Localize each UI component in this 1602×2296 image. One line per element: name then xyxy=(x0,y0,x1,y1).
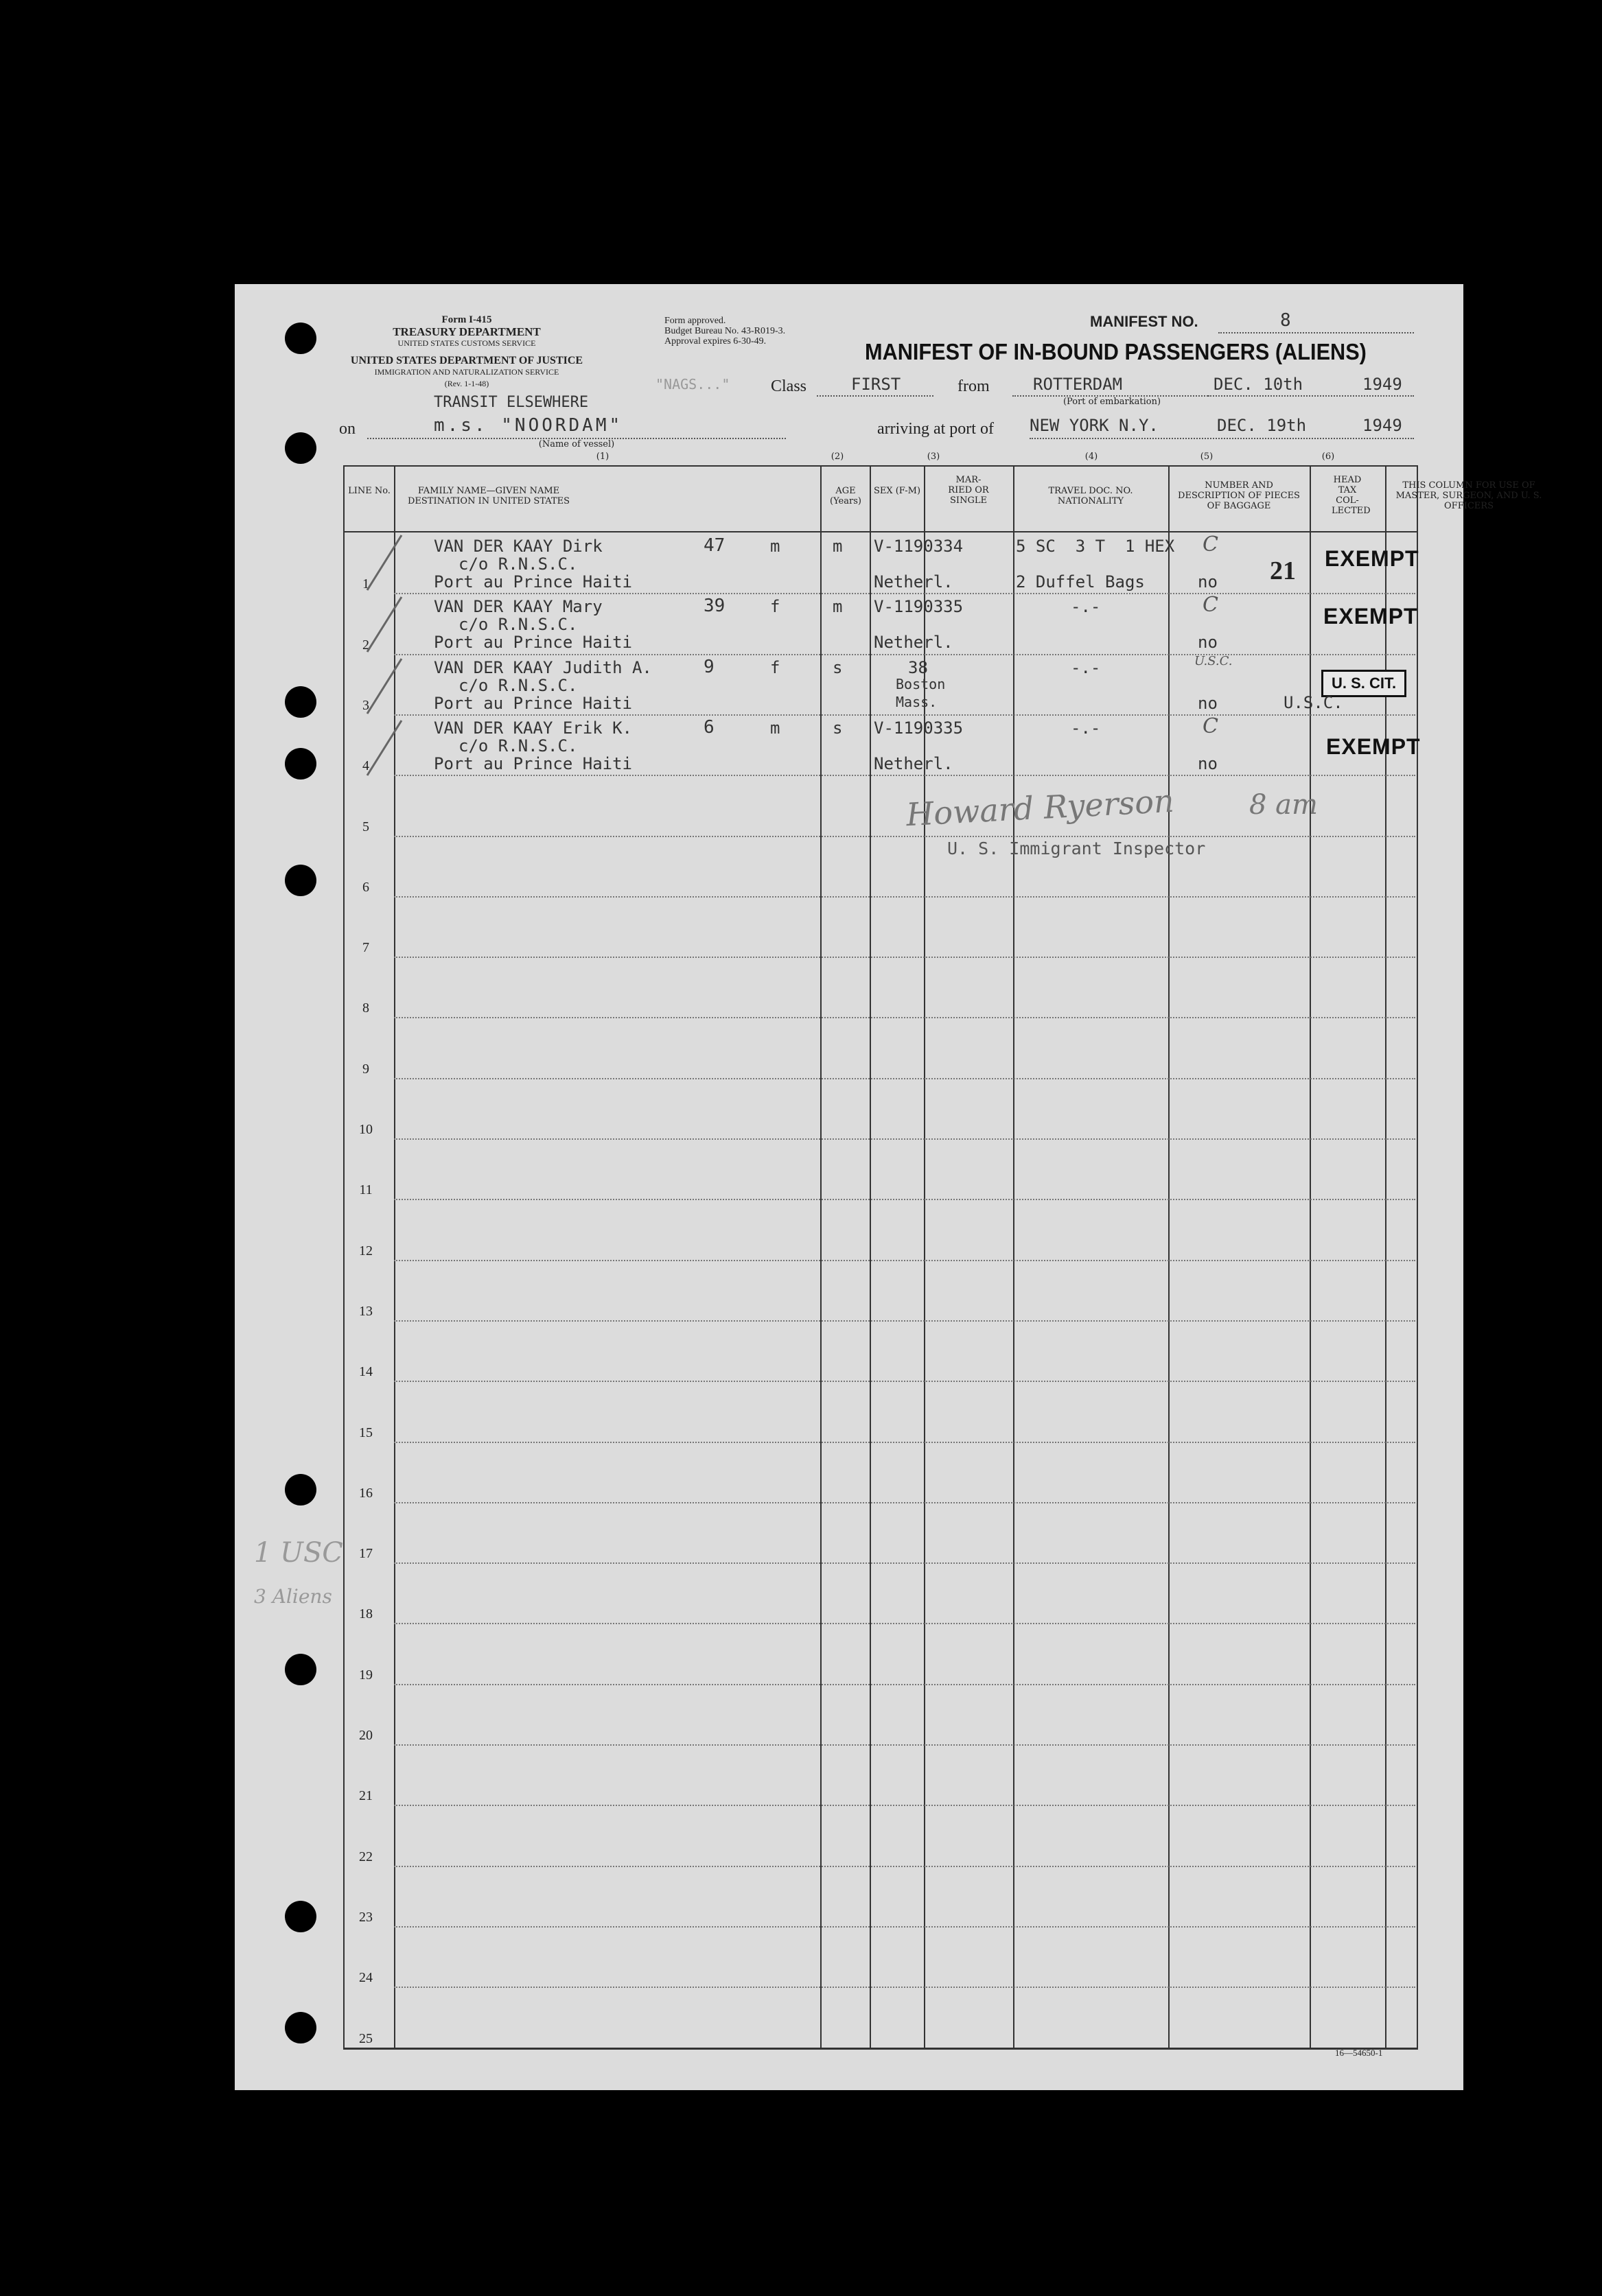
passenger-nationality: Boston xyxy=(896,675,946,692)
row-number: 12 xyxy=(359,1243,373,1258)
row-separator xyxy=(394,1987,1415,1988)
row-number: 6 xyxy=(362,879,369,895)
row-separator xyxy=(394,593,1415,594)
arriving-date: DEC. 19th xyxy=(1217,416,1307,435)
row-number: 14 xyxy=(359,1364,373,1380)
head-tax-collected: no xyxy=(1198,572,1218,591)
binder-hole xyxy=(285,748,316,780)
head-tax-collected: no xyxy=(1198,633,1218,653)
inspector-time: 8 am xyxy=(1249,789,1318,821)
passenger-nationality-state: Mass. xyxy=(896,693,938,710)
row-number: 23 xyxy=(359,1909,373,1925)
passenger-marital: m xyxy=(833,537,843,556)
passenger-marital: s xyxy=(833,657,843,677)
col-num-2: (2) xyxy=(831,452,844,462)
col-header-married: MAR- RIED OR SINGLE xyxy=(948,475,989,506)
passenger-dest-city: Port au Prince Haiti xyxy=(434,633,632,653)
passenger-travel-doc: V-1190335 xyxy=(874,718,964,738)
passenger-sex: f xyxy=(770,597,780,617)
row-separator xyxy=(394,957,1415,958)
passenger-name: VAN DER KAAY Mary xyxy=(434,597,603,617)
row-separator xyxy=(394,1562,1415,1564)
row-separator xyxy=(394,1623,1415,1624)
row-number: 20 xyxy=(359,1728,373,1743)
binder-hole xyxy=(285,1474,316,1506)
row-number: 9 xyxy=(362,1061,369,1077)
passenger-sex: m xyxy=(770,537,780,556)
row-number: 8 xyxy=(362,1000,369,1016)
col-header-age: AGE (Years) xyxy=(830,486,861,506)
approval-expires: Approval expires 6-30-49. xyxy=(664,336,767,347)
passenger-baggage: 5 SC 3 T 1 HEX xyxy=(1016,537,1175,556)
row-separator xyxy=(394,1381,1415,1382)
customs-service: UNITED STATES CUSTOMS SERVICE xyxy=(397,338,536,348)
passenger-marital: m xyxy=(833,597,843,617)
inspector-title: U. S. Immigrant Inspector xyxy=(947,839,1206,858)
col-header-travel-doc: TRAVEL DOC. NO. NATIONALITY xyxy=(1048,486,1133,506)
vessel-name-label: (Name of vessel) xyxy=(538,439,615,449)
col-num-3: (3) xyxy=(927,452,940,462)
col-header-head-tax: HEAD TAX COL- LECTED xyxy=(1332,475,1371,516)
row-separator xyxy=(394,1744,1415,1746)
passenger-baggage-extra: 2 Duffel Bags xyxy=(1016,572,1145,591)
passenger-nationality: Netherl. xyxy=(874,753,953,773)
us-citizen-stamp: U. S. CIT. xyxy=(1321,670,1406,697)
exempt-stamp-4: EXEMPT xyxy=(1326,734,1421,759)
col-num-6: (6) xyxy=(1321,452,1335,462)
manifest-no-label: MANIFEST NO. xyxy=(1090,313,1198,330)
passenger-age: 39 xyxy=(704,596,725,617)
row-number: 1 xyxy=(362,576,369,592)
passenger-dest-careof: c/o R.N.S.C. xyxy=(458,554,578,574)
row-separator xyxy=(394,1260,1415,1261)
check-marks xyxy=(364,528,426,782)
row-separator xyxy=(394,654,1415,655)
passenger-name: VAN DER KAAY Judith A. xyxy=(434,657,652,677)
passenger-nationality: Netherl. xyxy=(874,572,953,591)
from-date: DEC. 10th xyxy=(1214,375,1303,394)
row-separator xyxy=(394,1078,1415,1079)
form-approved: Form approved. xyxy=(664,316,726,326)
head-tax-mark: C xyxy=(1203,593,1218,618)
exempt-stamp-1: EXEMPT xyxy=(1325,546,1419,571)
col-num-5: (5) xyxy=(1200,452,1214,462)
passenger-baggage: -.- xyxy=(1071,718,1101,738)
row-number: 16 xyxy=(359,1485,373,1501)
margin-note-aliens: 3 Aliens xyxy=(254,1585,332,1608)
col-header-name: FAMILY NAME—GIVEN NAME DESTINATION IN UNITED STATES xyxy=(407,486,570,506)
class-label: Class xyxy=(771,377,807,395)
row-separator xyxy=(394,1866,1415,1867)
passenger-name: VAN DER KAAY Dirk xyxy=(434,537,603,556)
binder-hole xyxy=(285,1654,316,1685)
row-separator xyxy=(394,1017,1415,1018)
passenger-nationality: Netherl. xyxy=(874,633,953,653)
form-print-code: 16—54650-1 xyxy=(1335,2048,1383,2058)
passenger-baggage: -.- xyxy=(1071,657,1101,677)
row-separator xyxy=(394,896,1415,898)
binder-hole xyxy=(285,323,316,354)
row-number: 21 xyxy=(359,1788,373,1804)
form-number: Form I-415 xyxy=(441,314,492,325)
head-tax-mark: U.S.C. xyxy=(1194,653,1233,668)
passenger-age: 9 xyxy=(704,656,715,677)
col-num-1: (1) xyxy=(596,452,610,462)
passenger-travel-doc: 38 xyxy=(908,657,928,677)
page-title: MANIFEST OF IN-BOUND PASSENGERS (ALIENS) xyxy=(865,339,1367,364)
head-tax-mark: C xyxy=(1203,714,1218,738)
row-number: 11 xyxy=(359,1182,373,1198)
from-label: from xyxy=(957,377,990,395)
col-header-sex: SEX (F-M) xyxy=(873,486,921,496)
redacted-vessel-stamp: "NAGS..." xyxy=(655,376,730,393)
binder-hole xyxy=(285,2012,316,2043)
row-number: 5 xyxy=(362,819,369,834)
vessel-name: m.s. "NOORDAM" xyxy=(434,415,623,436)
row-number: 7 xyxy=(362,940,369,956)
binder-hole xyxy=(285,1901,316,1932)
passenger-age: 6 xyxy=(704,716,715,738)
row-separator xyxy=(394,1926,1415,1928)
binder-hole xyxy=(285,686,316,718)
transit-note: TRANSIT ELSEWHERE xyxy=(434,394,589,411)
inspector-signature: Howard Ryerson xyxy=(905,782,1175,834)
col-num-4: (4) xyxy=(1084,452,1098,462)
head-tax-mark: C xyxy=(1203,532,1218,557)
col-header-line-no: LINE No. xyxy=(348,486,391,496)
passenger-sex: m xyxy=(770,718,780,738)
from-year: 1949 xyxy=(1362,375,1402,394)
row-separator xyxy=(394,1502,1415,1503)
binder-hole xyxy=(285,432,316,464)
row-number: 15 xyxy=(359,1425,373,1440)
arriving-port: NEW YORK N.Y. xyxy=(1030,416,1159,435)
class-value: FIRST xyxy=(851,375,901,394)
budget-bureau: Budget Bureau No. 43-R019-3. xyxy=(664,326,786,336)
row-separator xyxy=(394,836,1415,837)
row-number: 19 xyxy=(359,1667,373,1683)
row-separator xyxy=(394,1805,1415,1806)
passenger-dest-careof: c/o R.N.S.C. xyxy=(458,675,578,695)
margin-note-usc: 1 USC xyxy=(254,1537,343,1569)
row-number: 24 xyxy=(359,1970,373,1986)
row-number: 17 xyxy=(359,1546,373,1562)
on-label: on xyxy=(339,420,356,438)
row-number: 13 xyxy=(359,1303,373,1319)
row-separator xyxy=(394,1199,1415,1200)
passenger-dest-city: Port au Prince Haiti xyxy=(434,753,632,773)
passenger-name: VAN DER KAAY Erik K. xyxy=(434,718,632,738)
port-embarkation-label: (Port of embarkation) xyxy=(1063,397,1161,407)
from-port: ROTTERDAM xyxy=(1033,375,1123,394)
row-number: 22 xyxy=(359,1849,373,1864)
officer-number: 21 xyxy=(1270,557,1296,585)
row-number: 25 xyxy=(359,2030,373,2046)
row-number: 3 xyxy=(362,697,369,713)
row-separator xyxy=(394,775,1415,776)
justice-dept: UNITED STATES DEPARTMENT OF JUSTICE xyxy=(350,355,583,366)
passenger-age: 47 xyxy=(704,535,725,556)
manifest-no-value: 8 xyxy=(1280,310,1291,331)
passenger-dest-city: Port au Prince Haiti xyxy=(434,572,632,591)
row-number: 10 xyxy=(359,1122,373,1137)
row-separator xyxy=(394,714,1415,716)
passenger-marital: s xyxy=(833,718,843,738)
row-number: 18 xyxy=(359,1606,373,1622)
ins-service: IMMIGRATION AND NATURALIZATION SERVICE xyxy=(374,367,559,377)
binder-hole xyxy=(285,865,316,896)
arriving-year: 1949 xyxy=(1362,416,1402,435)
passenger-baggage: -.- xyxy=(1071,597,1101,617)
row-number: 2 xyxy=(362,637,369,653)
passenger-travel-doc: V-1190334 xyxy=(874,537,964,556)
passenger-dest-careof: c/o R.N.S.C. xyxy=(458,736,578,755)
usc-typed: U.S.C. xyxy=(1284,693,1343,712)
row-separator xyxy=(394,1138,1415,1140)
col-header-officers: THIS COLUMN FOR USE OF MASTER, SURGEON, AND U. S. OFFICERS xyxy=(1395,480,1542,511)
row-separator xyxy=(394,1442,1415,1443)
passenger-travel-doc: V-1190335 xyxy=(874,597,964,617)
passenger-dest-city: Port au Prince Haiti xyxy=(434,693,632,713)
row-separator xyxy=(394,1684,1415,1685)
passenger-dest-careof: c/o R.N.S.C. xyxy=(458,615,578,635)
exempt-stamp-2: EXEMPT xyxy=(1323,604,1418,629)
col-header-baggage: NUMBER AND DESCRIPTION OF PIECES OF BAGGAGE xyxy=(1178,480,1300,511)
treasury-dept: TREASURY DEPARTMENT xyxy=(393,325,541,338)
row-number: 4 xyxy=(362,758,369,774)
form-revision: (Rev. 1-1-48) xyxy=(444,379,489,388)
row-separator xyxy=(394,1320,1415,1322)
arriving-label: arriving at port of xyxy=(877,420,994,438)
head-tax-collected: no xyxy=(1198,693,1218,713)
passenger-sex: f xyxy=(770,657,780,677)
head-tax-collected: no xyxy=(1198,753,1218,773)
